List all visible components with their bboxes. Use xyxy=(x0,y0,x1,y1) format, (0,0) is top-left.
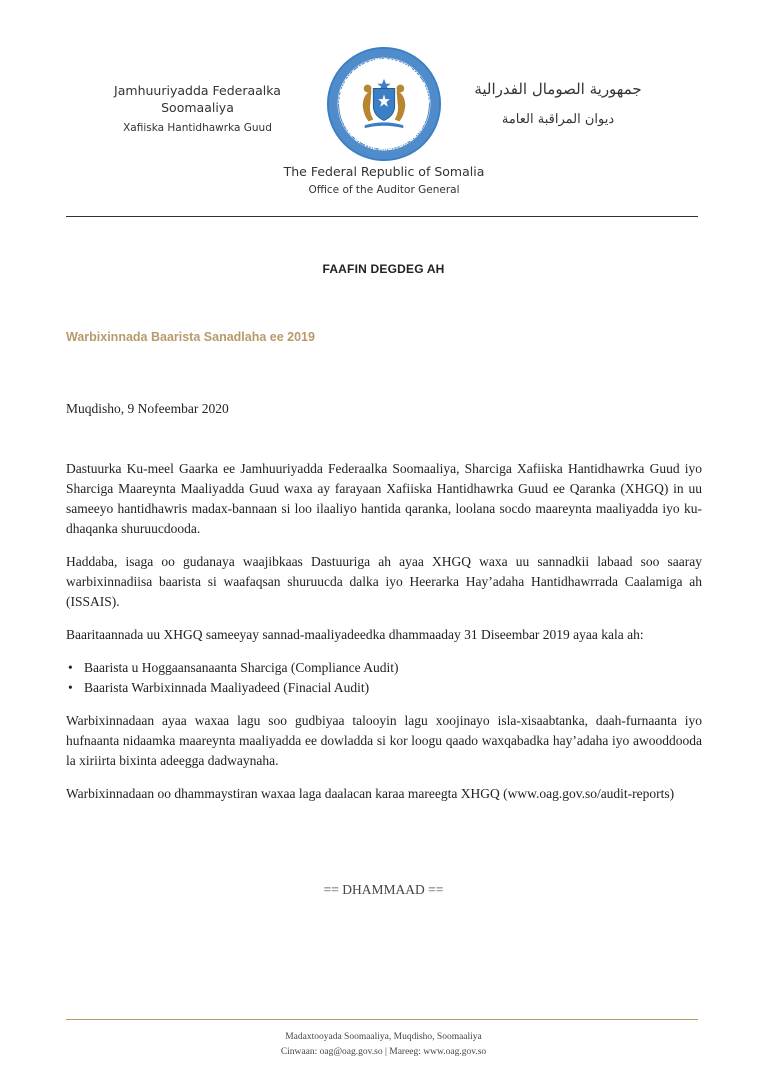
body-paragraph-5: Warbixinnadaan oo dhammaystiran waxaa laga daalacan karaa mareegta XHGQ (www.oag.gov.so/audit-reports) xyxy=(66,786,675,801)
coat-of-arms-icon xyxy=(363,79,406,128)
footer-address: Madaxtooyada Soomaaliya, Muqdisho, Soomaaliya xyxy=(285,1032,482,1042)
seal-text-top: XAFIISKA HANTIDHAWRKA GUUD xyxy=(337,57,431,105)
header-office-english: Office of the Auditor General xyxy=(308,184,460,196)
header-divider xyxy=(66,216,698,217)
body-paragraph-2: Haddaba, isaga oo gudanaya waajibkaas Dastuuriga ah ayaa XHGQ waxa uu sannadkii labaad soo saaray warbixinnadiisa baarista si waafaqsan shuruucda dalka iyo Heerarka Hay’adaha Hantidhawrrada Caalamiga ah (ISSAIS). xyxy=(66,554,702,609)
header-country-english: The Federal Republic of Somalia xyxy=(283,164,485,179)
list-item xyxy=(66,678,702,698)
bullet-icon: • xyxy=(68,660,73,675)
press-release-subject: Warbixinnada Baarista Sanadlaha ee 2019 xyxy=(66,330,315,344)
seal-text-bottom: OFFICE OF THE AUDITOR GENERAL xyxy=(338,114,430,153)
end-mark: == DHAMMAAD == xyxy=(323,882,444,897)
body-paragraph-1: Dastuurka Ku-meel Gaarka ee Jamhuuriyadda Federaalka Soomaaliya, Sharciga Xafiiska Hantidhawrka Guud iyo Sharciga Maareynta Maaliyadda Guud waxa ay farayaan Xafiiska Hantidhawrka Guud ee Qaranka (XHGQ) in uu sameeyo hantidhawris madax-bannaan si loo ilaaliyo hantida qaranka, loolana socdo maareynta maaliyadda iyo ku-dhaqanka shuruucdooda. xyxy=(66,461,702,536)
footer-divider xyxy=(66,1019,698,1020)
header-somali-block xyxy=(100,82,295,134)
header-arabic-block xyxy=(458,78,658,127)
header-country-somali-2: Soomaaliya xyxy=(161,100,234,115)
footer xyxy=(0,1030,767,1060)
audit-types-list xyxy=(66,658,702,698)
list-item xyxy=(66,658,702,678)
header-office-arabic: ديوان المراقبة العامة xyxy=(501,112,615,127)
header-office-somali: Xafiiska Hantidhawrka Guud xyxy=(123,122,272,134)
list-item-text: Baarista u Hoggaansanaanta Sharciga (Compliance Audit) xyxy=(84,660,399,675)
press-release-body xyxy=(66,459,702,817)
auditor-general-seal-icon xyxy=(326,46,442,162)
list-item-text: Baarista Warbixinnada Maaliyadeed (Finacial Audit) xyxy=(84,680,370,695)
press-release-title: FAAFIN DEGDEG AH xyxy=(322,262,445,276)
body-paragraph-4: Warbixinnadaan ayaa waxaa lagu soo gudbiyaa talooyin lagu xoojinayo isla-xisaabtanka, daah-furnaanta iyo hufnaanta nidaamka maareynta maaliyadda ee dowladda si kor loogu qaado waxqabadka hay’adaha iyo awooddooda la xiriirta bixinta adeegga dadwaynaha. xyxy=(66,713,702,768)
body-paragraph-3: Baaritaannada uu XHGQ sameeyay sannad-maaliyadeedka dhammaaday 31 Diseembar 2019 ayaa kala ah: xyxy=(66,627,644,642)
header-country-somali: Jamhuuriyadda Federaalka xyxy=(114,83,281,98)
header-english-block xyxy=(233,163,535,196)
header-country-arabic: جمهورية الصومال الفدرالية xyxy=(474,80,642,98)
dateline: Muqdisho, 9 Nofeembar 2020 xyxy=(66,401,229,416)
footer-contact: Cinwaan: oag@oag.gov.so | Mareeg: www.oag.gov.so xyxy=(280,1047,487,1057)
bullet-icon: • xyxy=(68,680,73,695)
